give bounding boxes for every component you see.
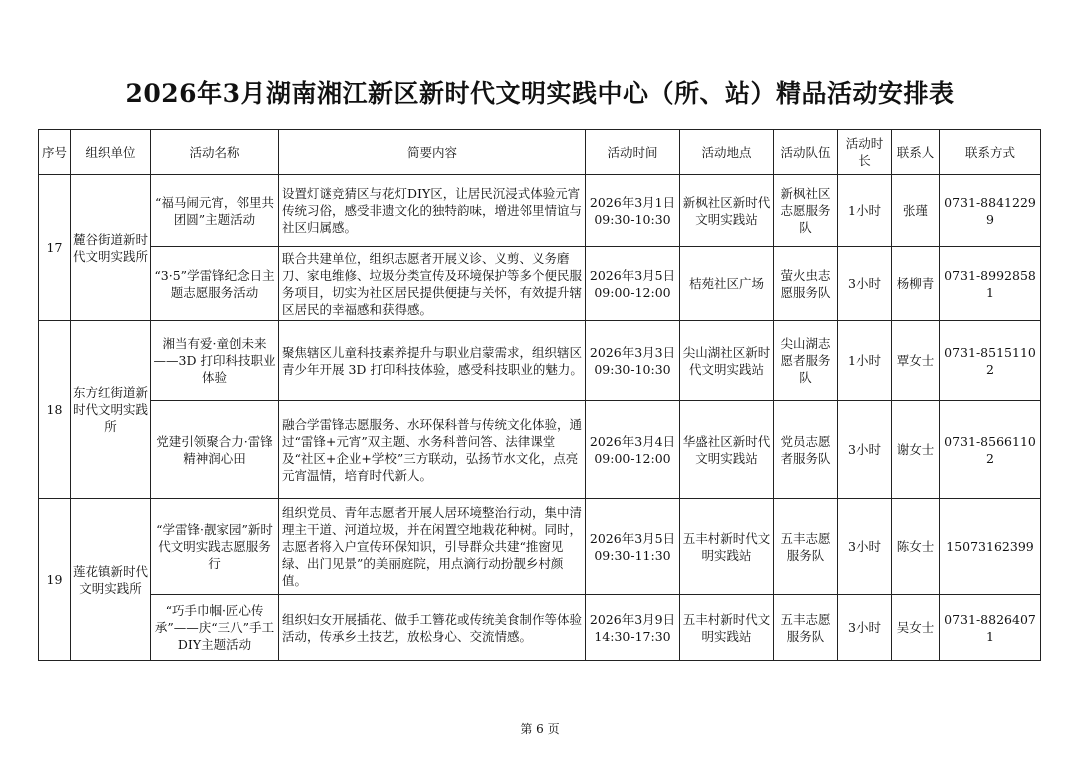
cell-place: 华盛社区新时代文明实践站 bbox=[680, 401, 774, 499]
cell-content: 聚焦辖区儿童科技素养提升与职业启蒙需求，组织辖区青少年开展 3D 打印科技体验，感受科技职业的魅力。 bbox=[279, 321, 586, 401]
cell-content: 联合共建单位，组织志愿者开展义诊、义剪、义务磨刀、家电维修、垃圾分类宣传及环境保护等多个便民服务项目，切实为社区居民提供便捷与关怀，有效提升辖区居民的幸福感和获得感。 bbox=[279, 247, 586, 321]
cell-seq: 19 bbox=[39, 499, 71, 661]
table-row bbox=[39, 499, 1041, 595]
cell-org: 麓谷街道新时代文明实践所 bbox=[71, 175, 151, 321]
cell-contact: 张瑾 bbox=[892, 175, 940, 247]
cell-time: 2026年3月5日 09:30-11:30 bbox=[586, 499, 680, 595]
header-seq: 序号 bbox=[39, 130, 71, 175]
cell-phone: 0731-88264071 bbox=[940, 595, 1041, 661]
page-title: 2026年3月湖南湘江新区新时代文明实践中心（所、站）精品活动安排表 bbox=[125, 79, 955, 108]
cell-time: 2026年3月1日 09:30-10:30 bbox=[586, 175, 680, 247]
table-row bbox=[39, 595, 1041, 661]
cell-time: 2026年3月4日 09:00-12:00 bbox=[586, 401, 680, 499]
cell-contact: 谢女士 bbox=[892, 401, 940, 499]
header-content: 简要内容 bbox=[279, 130, 586, 175]
cell-time: 2026年3月9日 14:30-17:30 bbox=[586, 595, 680, 661]
cell-name: 湘当有爱·童创未来 ——3D 打印科技职业体验 bbox=[151, 321, 279, 401]
cell-seq: 17 bbox=[39, 175, 71, 321]
header-time: 活动时间 bbox=[586, 130, 680, 175]
header-org: 组织单位 bbox=[71, 130, 151, 175]
cell-team: 党员志愿者服务队 bbox=[774, 401, 838, 499]
table-row bbox=[39, 175, 1041, 247]
cell-duration: 3小时 bbox=[838, 499, 892, 595]
cell-place: 桔苑社区广场 bbox=[680, 247, 774, 321]
cell-name: “3·5”学雷锋纪念日主题志愿服务活动 bbox=[151, 247, 279, 321]
cell-org: 莲花镇新时代文明实践所 bbox=[71, 499, 151, 661]
cell-content: 组织党员、青年志愿者开展人居环境整治行动，集中清理主干道、河道垃圾，并在闲置空地栽花种树。同时，志愿者将入户宣传环保知识，引导群众共建“推窗见绿、出门见景”的美丽庭院，用点滴行动扮靓乡村颜值。 bbox=[279, 499, 586, 595]
header-phone: 联系方式 bbox=[940, 130, 1041, 175]
cell-name: “福马闹元宵，邻里共团圆”主题活动 bbox=[151, 175, 279, 247]
cell-duration: 1小时 bbox=[838, 175, 892, 247]
cell-place: 尖山湖社区新时代文明实践站 bbox=[680, 321, 774, 401]
cell-team: 萤火虫志愿服务队 bbox=[774, 247, 838, 321]
table-header-row bbox=[39, 130, 1041, 175]
cell-name: “巧手巾帼·匠心传承”——庆“三八”手工DIY主题活动 bbox=[151, 595, 279, 661]
cell-name: “学雷锋·靓家园”新时代文明实践志愿服务行 bbox=[151, 499, 279, 595]
cell-duration: 3小时 bbox=[838, 247, 892, 321]
cell-phone: 0731-85661102 bbox=[940, 401, 1041, 499]
cell-time: 2026年3月3日 09:30-10:30 bbox=[586, 321, 680, 401]
cell-contact: 陈女士 bbox=[892, 499, 940, 595]
cell-phone: 0731-85151102 bbox=[940, 321, 1041, 401]
cell-team: 五丰志愿服务队 bbox=[774, 499, 838, 595]
cell-place: 五丰村新时代文明实践站 bbox=[680, 595, 774, 661]
cell-team: 尖山湖志愿者服务队 bbox=[774, 321, 838, 401]
cell-place: 五丰村新时代文明实践站 bbox=[680, 499, 774, 595]
cell-content: 设置灯谜竞猜区与花灯DIY区，让居民沉浸式体验元宵传统习俗，感受非遗文化的独特韵味，增进邻里情谊与社区归属感。 bbox=[279, 175, 586, 247]
cell-seq: 18 bbox=[39, 321, 71, 499]
header-contact: 联系人 bbox=[892, 130, 940, 175]
cell-place: 新枫社区新时代文明实践站 bbox=[680, 175, 774, 247]
cell-duration: 3小时 bbox=[838, 401, 892, 499]
cell-contact: 杨柳青 bbox=[892, 247, 940, 321]
cell-duration: 1小时 bbox=[838, 321, 892, 401]
cell-content: 组织妇女开展插花、做手工簪花或传统美食制作等体验活动，传承乡土技艺，放松身心、交流情感。 bbox=[279, 595, 586, 661]
cell-team: 五丰志愿服务队 bbox=[774, 595, 838, 661]
header-name: 活动名称 bbox=[151, 130, 279, 175]
cell-name: 党建引领聚合力·雷锋精神润心田 bbox=[151, 401, 279, 499]
header-team: 活动队伍 bbox=[774, 130, 838, 175]
cell-team: 新枫社区志愿服务队 bbox=[774, 175, 838, 247]
table-row bbox=[39, 401, 1041, 499]
cell-content: 融合学雷锋志愿服务、水环保科普与传统文化体验，通过“雷锋+元宵”双主题、水务科普问答、法律课堂及“社区+企业+学校”三方联动，弘扬节水文化，点亮元宵温情，培育时代新人。 bbox=[279, 401, 586, 499]
table-row bbox=[39, 321, 1041, 401]
cell-org: 东方红街道新时代文明实践所 bbox=[71, 321, 151, 499]
cell-contact: 吴女士 bbox=[892, 595, 940, 661]
header-duration: 活动时长 bbox=[838, 130, 892, 175]
cell-phone: 0731-88412299 bbox=[940, 175, 1041, 247]
activity-table bbox=[38, 129, 1041, 661]
cell-contact: 覃女士 bbox=[892, 321, 940, 401]
header-place: 活动地点 bbox=[680, 130, 774, 175]
cell-phone: 15073162399 bbox=[940, 499, 1041, 595]
page-number: 第 6 页 bbox=[520, 722, 560, 736]
table-row bbox=[39, 247, 1041, 321]
cell-phone: 0731-89928581 bbox=[940, 247, 1041, 321]
cell-duration: 3小时 bbox=[838, 595, 892, 661]
cell-time: 2026年3月5日 09:00-12:00 bbox=[586, 247, 680, 321]
